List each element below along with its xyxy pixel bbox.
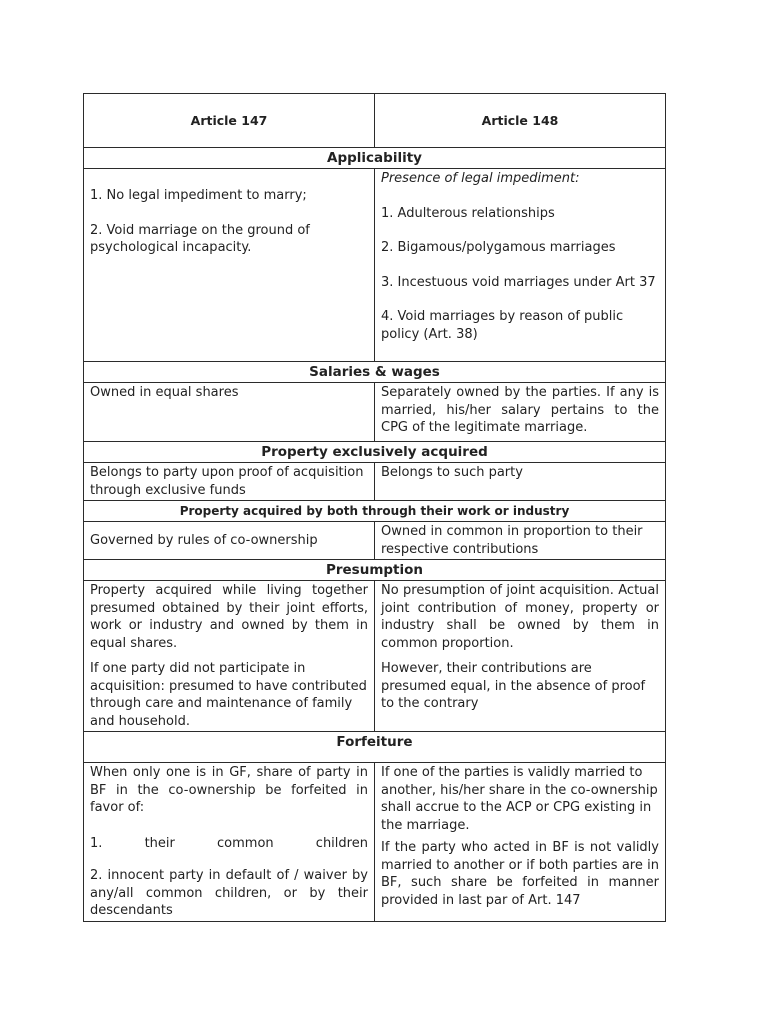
both-147-cell: Governed by rules of co-ownership: [84, 522, 375, 560]
table-row: [84, 581, 666, 732]
section-row: [84, 560, 666, 581]
section-title-both: Property acquired by both through their work or industry: [84, 501, 666, 522]
list-item: 2. innocent party in default of / waiver by any/all common children, or by their descendants: [90, 868, 368, 918]
comparison-table: [83, 93, 666, 922]
paragraph: If one party did not participate in acquisition: presumed to have contributed through care and maintenance of family and household.: [90, 661, 367, 729]
list-item-word: 1.: [90, 835, 103, 851]
section-title-exclusive: Property exclusively acquired: [84, 442, 666, 463]
forfeiture-148-cell: [375, 763, 666, 922]
list-item-word: their: [144, 835, 175, 851]
salaries-147-cell: Owned in equal shares: [84, 383, 375, 442]
applicability-147-cell: [84, 169, 375, 362]
section-title-applicability: Applicability: [84, 148, 666, 169]
table-row: [84, 169, 666, 362]
list-item: 4. Void marriages by reason of public policy (Art. 38): [381, 309, 624, 342]
list-item-word: children: [315, 835, 368, 851]
header-article-147: Article 147: [84, 94, 375, 148]
list-item: 2. Void marriage on the ground of psychological incapacity.: [90, 222, 310, 255]
list-item-word: common: [217, 835, 274, 851]
paragraph: If one of the parties is validly married to another, his/her share in the co-ownership shall accrue to the ACP or CPG existing in the marriage.: [381, 765, 658, 833]
paragraph: However, their contributions are presumed equal, in the absence of proof to the contrary: [381, 661, 646, 711]
list-item: [90, 835, 368, 853]
table-row: [84, 463, 666, 501]
section-row: [84, 732, 666, 763]
paragraph: No presumption of joint acquisition. Actual joint contribution of money, property or industry shall be owned by them in common proportion.: [381, 583, 659, 651]
salaries-148-cell: Separately owned by the parties. If any is married, his/her salary pertains to the CPG of the legitimate marriage.: [375, 383, 666, 442]
section-title-presumption: Presumption: [84, 560, 666, 581]
list-item: 2. Bigamous/polygamous marriages: [381, 240, 616, 255]
paragraph: When only one is in GF, share of party in BF in the co-ownership be forfeited in favor of:: [90, 765, 368, 815]
presumption-148-cell: [375, 581, 666, 732]
table-row: [84, 522, 666, 560]
section-row: [84, 442, 666, 463]
paragraph: If the party who acted in BF is not validly married to another or if both parties are in BF, such share be forfeited in manner provided in last par of Art. 147: [381, 840, 659, 908]
forfeiture-147-cell: [84, 763, 375, 922]
list-intro: Presence of legal impediment:: [381, 171, 580, 186]
presumption-147-cell: [84, 581, 375, 732]
header-row: [84, 94, 666, 148]
section-title-salaries: Salaries & wages: [84, 362, 666, 383]
exclusive-147-cell: Belongs to party upon proof of acquisition through exclusive funds: [84, 463, 375, 501]
list-item: 3. Incestuous void marriages under Art 37: [381, 274, 656, 290]
exclusive-148-cell: Belongs to such party: [375, 463, 666, 501]
section-row: [84, 501, 666, 522]
list-item: 1. No legal impediment to marry;: [90, 188, 307, 203]
section-row: [84, 362, 666, 383]
applicability-148-cell: [375, 169, 666, 362]
section-title-forfeiture: Forfeiture: [84, 732, 666, 763]
list-item: 1. Adulterous relationships: [381, 205, 555, 221]
table-row: [84, 763, 666, 922]
paragraph: Property acquired while living together presumed obtained by their joint efforts, work or industry and owned by them in equal shares.: [90, 583, 368, 651]
both-148-cell: Owned in common in proportion to their respective contributions: [375, 522, 666, 560]
table-row: [84, 383, 666, 442]
section-row: [84, 148, 666, 169]
header-article-148: Article 148: [375, 94, 666, 148]
